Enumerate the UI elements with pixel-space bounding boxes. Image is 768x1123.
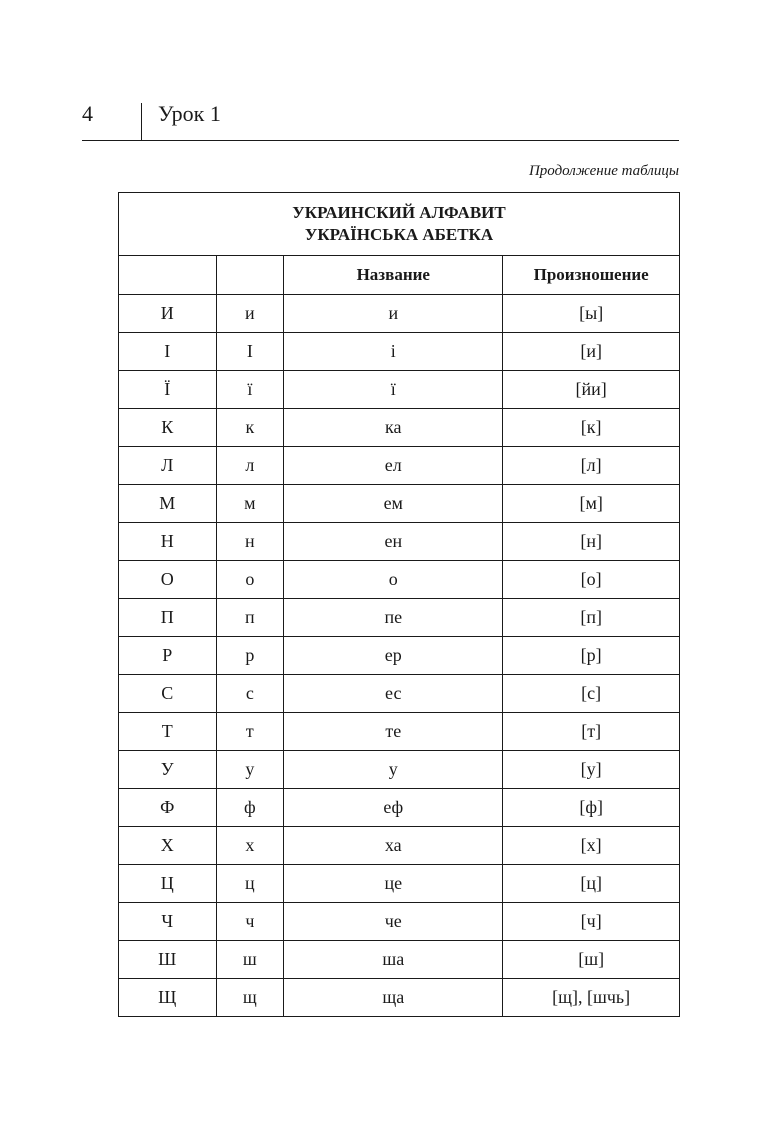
letter-name: ер <box>284 637 503 675</box>
letter-pronunciation: [ы] <box>503 295 680 333</box>
lowercase-letter: у <box>216 751 284 789</box>
lesson-title: Урок 1 <box>158 101 221 126</box>
lowercase-letter: т <box>216 713 284 751</box>
lowercase-letter: ф <box>216 789 284 827</box>
table-row <box>119 447 680 485</box>
uppercase-letter: І <box>119 333 217 371</box>
letter-pronunciation: [йи] <box>503 371 680 409</box>
letter-name: и <box>284 295 503 333</box>
letter-name: це <box>284 865 503 903</box>
letter-name: те <box>284 713 503 751</box>
letter-name: о <box>284 561 503 599</box>
column-header-row <box>119 256 680 295</box>
uppercase-letter: Л <box>119 447 217 485</box>
letter-pronunciation: [м] <box>503 485 680 523</box>
letter-pronunciation: [ш] <box>503 941 680 979</box>
lowercase-letter: ч <box>216 903 284 941</box>
letter-name: еф <box>284 789 503 827</box>
alphabet-table <box>118 192 680 1017</box>
lowercase-letter: ї <box>216 371 284 409</box>
table-title-ukrainian: УКРАЇНСЬКА АБЕТКА <box>304 225 494 244</box>
table-row <box>119 485 680 523</box>
uppercase-letter: Ч <box>119 903 217 941</box>
lowercase-letter: ш <box>216 941 284 979</box>
letter-name: ї <box>284 371 503 409</box>
column-header-lowercase <box>216 256 284 295</box>
letter-pronunciation: [и] <box>503 333 680 371</box>
table-row <box>119 409 680 447</box>
lowercase-letter: л <box>216 447 284 485</box>
letter-pronunciation: [х] <box>503 827 680 865</box>
letter-pronunciation: [ч] <box>503 903 680 941</box>
letter-name: пе <box>284 599 503 637</box>
table-row <box>119 561 680 599</box>
letter-pronunciation: [ф] <box>503 789 680 827</box>
letter-pronunciation: [у] <box>503 751 680 789</box>
lowercase-letter: с <box>216 675 284 713</box>
letter-pronunciation: [т] <box>503 713 680 751</box>
header-rule <box>82 140 679 141</box>
letter-pronunciation: [с] <box>503 675 680 713</box>
table-row <box>119 827 680 865</box>
column-header-uppercase <box>119 256 217 295</box>
uppercase-letter: Ф <box>119 789 217 827</box>
table-row <box>119 941 680 979</box>
table-row <box>119 865 680 903</box>
letter-name: у <box>284 751 503 789</box>
lowercase-letter: ц <box>216 865 284 903</box>
lowercase-letter: р <box>216 637 284 675</box>
continuation-note: Продолжение таблицы <box>528 163 679 179</box>
letter-pronunciation: [к] <box>503 409 680 447</box>
letter-name: ел <box>284 447 503 485</box>
letter-pronunciation: [п] <box>503 599 680 637</box>
letter-name: ха <box>284 827 503 865</box>
table-row <box>119 903 680 941</box>
uppercase-letter: О <box>119 561 217 599</box>
table-row <box>119 979 680 1017</box>
table-row <box>119 713 680 751</box>
letter-name: ем <box>284 485 503 523</box>
letter-pronunciation: [щ], [шчь] <box>503 979 680 1017</box>
letter-name: і <box>284 333 503 371</box>
lowercase-letter: м <box>216 485 284 523</box>
letter-name: ка <box>284 409 503 447</box>
letter-name: ша <box>284 941 503 979</box>
lowercase-letter: п <box>216 599 284 637</box>
table-row <box>119 751 680 789</box>
letter-pronunciation: [р] <box>503 637 680 675</box>
uppercase-letter: Х <box>119 827 217 865</box>
lowercase-letter: и <box>216 295 284 333</box>
letter-name: ес <box>284 675 503 713</box>
letter-name: ен <box>284 523 503 561</box>
table-row <box>119 789 680 827</box>
table-row <box>119 523 680 561</box>
table-row <box>119 333 680 371</box>
table-row <box>119 371 680 409</box>
letter-pronunciation: [н] <box>503 523 680 561</box>
uppercase-letter: У <box>119 751 217 789</box>
uppercase-letter: С <box>119 675 217 713</box>
lowercase-letter: к <box>216 409 284 447</box>
column-header-pronunciation: Произношение <box>503 256 680 295</box>
lowercase-letter: І <box>216 333 284 371</box>
uppercase-letter: Ш <box>119 941 217 979</box>
table-row <box>119 675 680 713</box>
table-row <box>119 599 680 637</box>
table-row <box>119 295 680 333</box>
letter-pronunciation: [о] <box>503 561 680 599</box>
uppercase-letter: Т <box>119 713 217 751</box>
table-title-russian: УКРАИНСКИЙ АЛФАВИТ <box>292 203 506 222</box>
letter-pronunciation: [л] <box>503 447 680 485</box>
letter-name: че <box>284 903 503 941</box>
uppercase-letter: Щ <box>119 979 217 1017</box>
lowercase-letter: н <box>216 523 284 561</box>
lowercase-letter: о <box>216 561 284 599</box>
letter-pronunciation: [ц] <box>503 865 680 903</box>
column-header-name: Название <box>284 256 503 295</box>
uppercase-letter: П <box>119 599 217 637</box>
uppercase-letter: М <box>119 485 217 523</box>
uppercase-letter: Ї <box>119 371 217 409</box>
uppercase-letter: Р <box>119 637 217 675</box>
uppercase-letter: К <box>119 409 217 447</box>
letter-name: ща <box>284 979 503 1017</box>
lowercase-letter: щ <box>216 979 284 1017</box>
uppercase-letter: И <box>119 295 217 333</box>
lowercase-letter: х <box>216 827 284 865</box>
page-number: 4 <box>82 101 93 126</box>
uppercase-letter: Ц <box>119 865 217 903</box>
header-divider <box>141 103 142 141</box>
table-row <box>119 637 680 675</box>
table-title <box>119 193 680 256</box>
uppercase-letter: Н <box>119 523 217 561</box>
